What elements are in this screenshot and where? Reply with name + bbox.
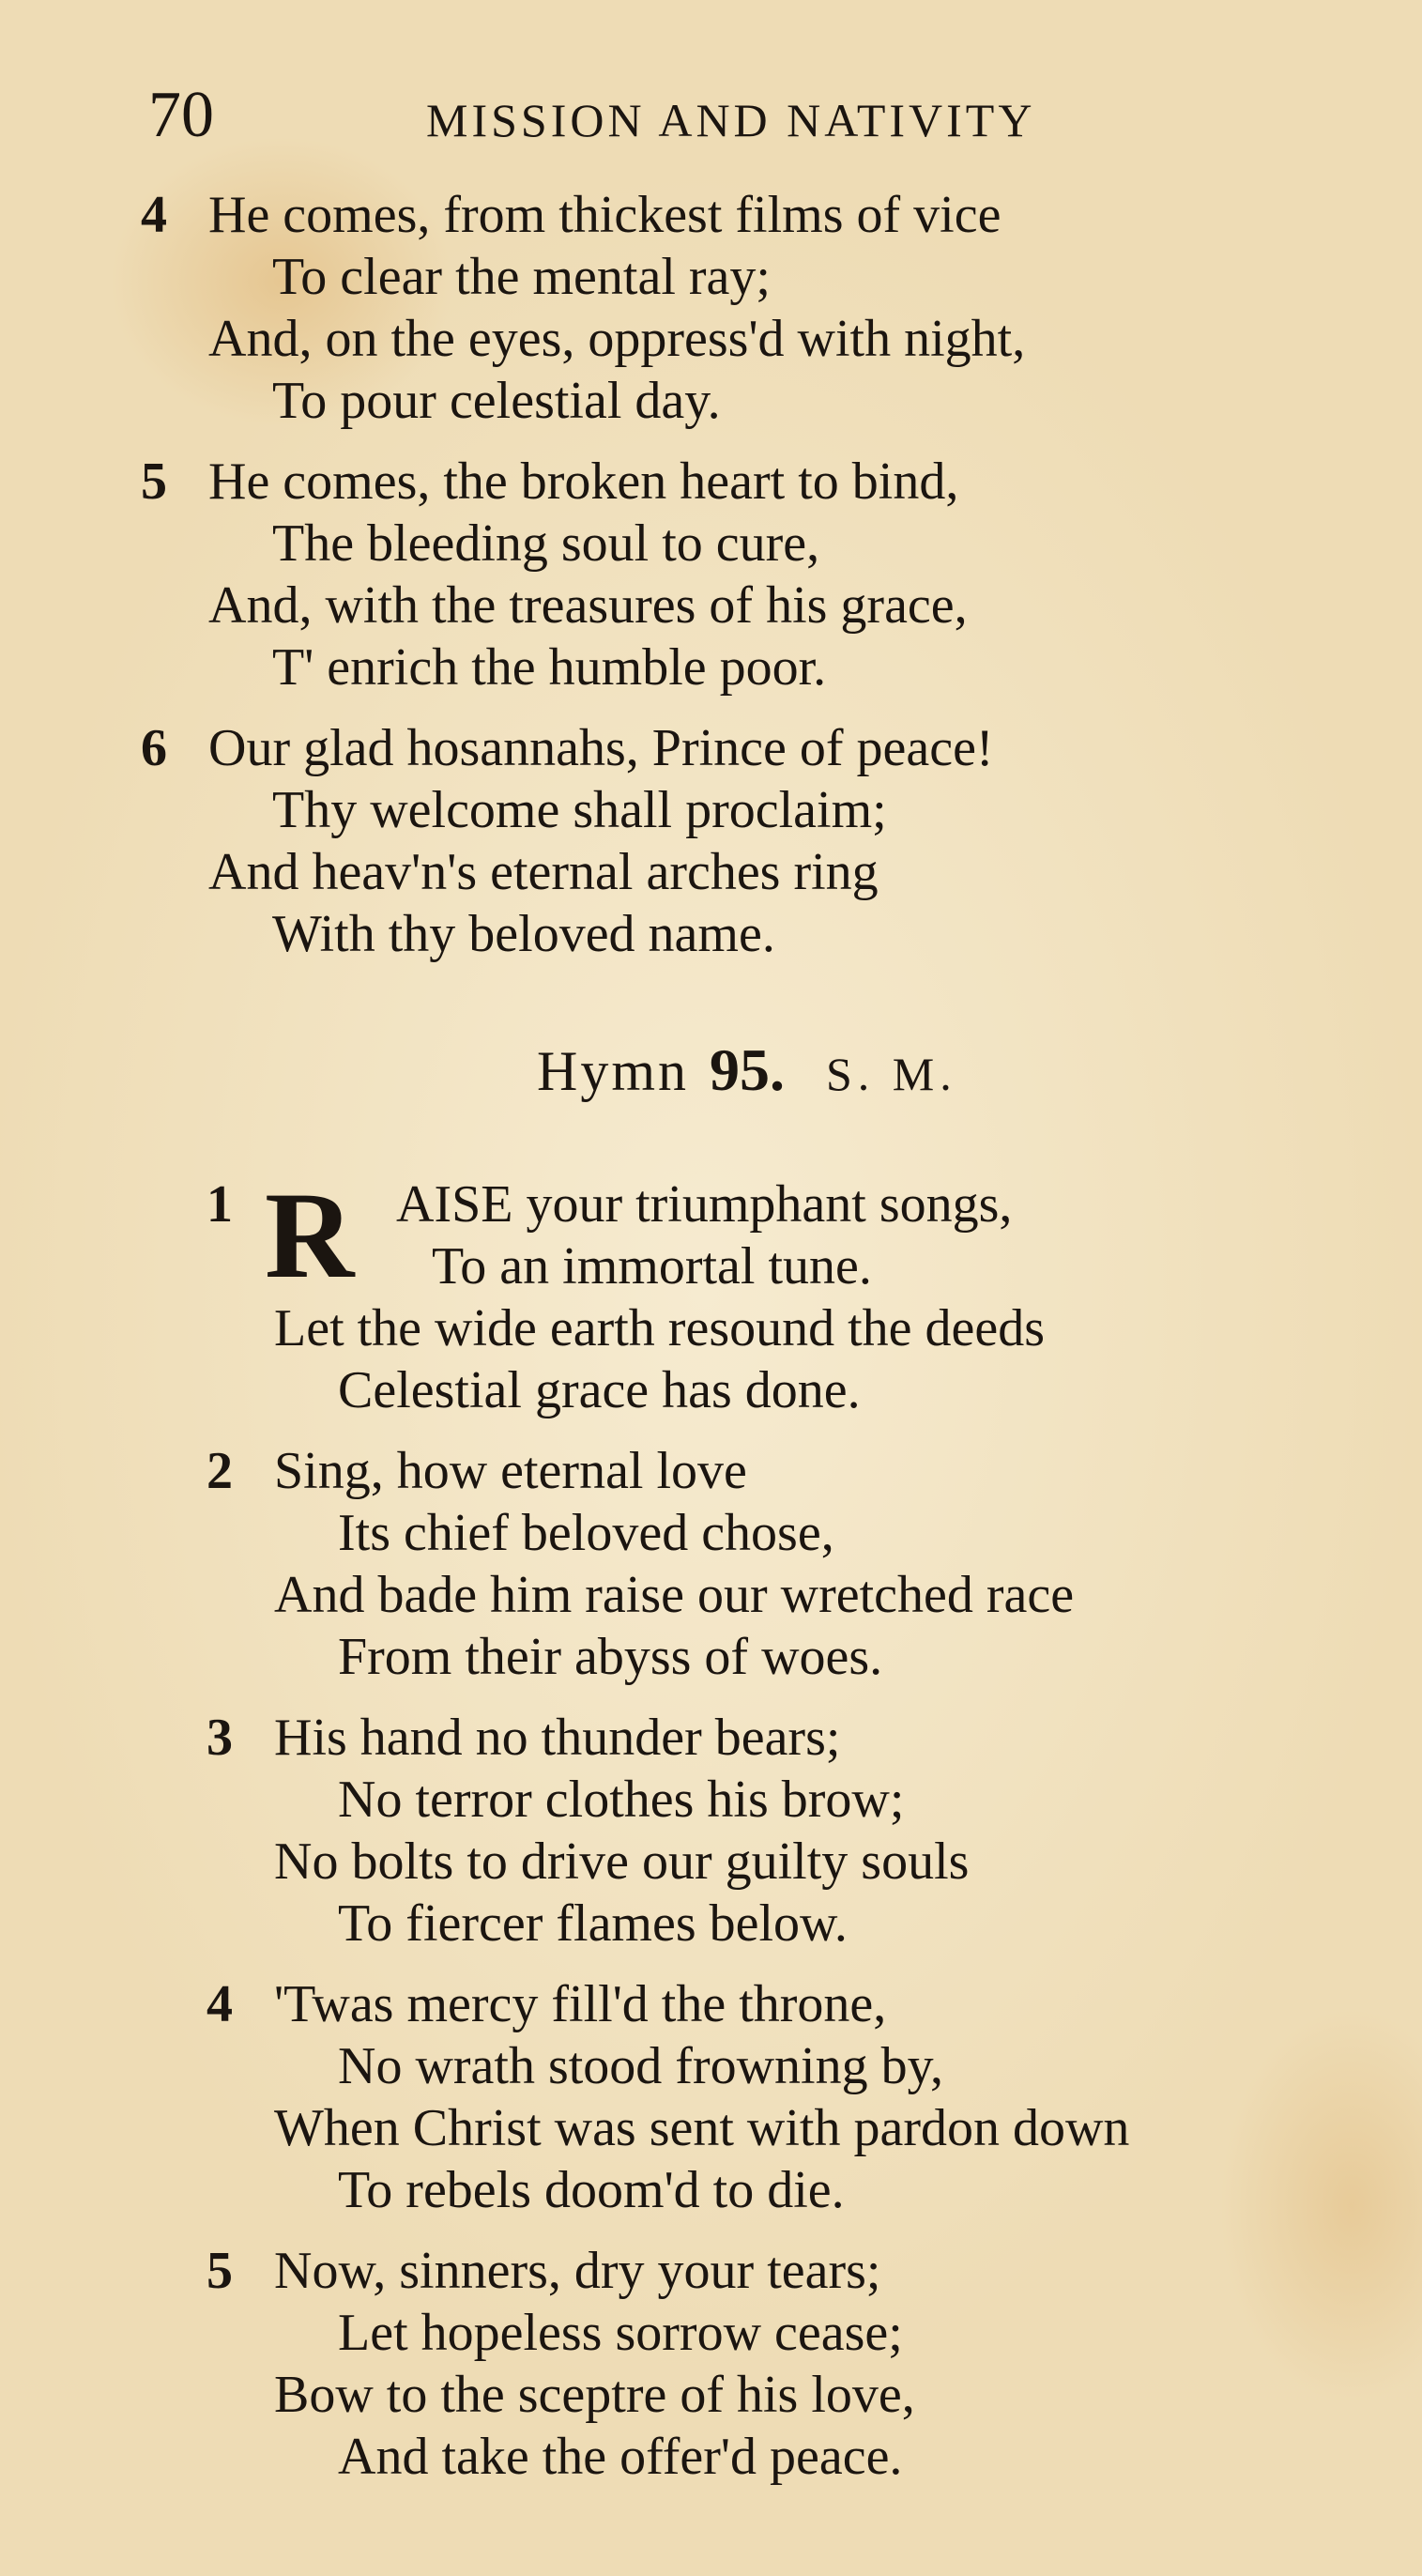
- verse-line: With thy beloved name.: [272, 905, 775, 963]
- verse-line: To fiercer flames below.: [338, 1894, 848, 1953]
- verse-line: His hand no thunder bears;: [274, 1709, 841, 1767]
- verse-line: No wrath stood frowning by,: [338, 2037, 943, 2095]
- verse-line: To clear the mental ray;: [272, 248, 771, 306]
- verse-line: And, on the eyes, oppress'd with night,: [208, 310, 1026, 368]
- verse-line: T' enrich the humble poor.: [272, 638, 827, 697]
- stanza-number: 2: [206, 1442, 233, 1500]
- verse-line: Let the wide earth resound the deeds: [274, 1299, 1046, 1357]
- running-title: MISSION AND NATIVITY: [426, 94, 1036, 146]
- hymn-heading: [537, 1033, 1194, 1108]
- verse-line: Celestial grace has done.: [338, 1361, 861, 1419]
- verse-line: Sing, how eternal love: [274, 1442, 747, 1500]
- stanza-5: [206, 2240, 1422, 2488]
- verse-line: No terror clothes his brow;: [338, 1771, 905, 1829]
- verse-line: And heav'n's eternal arches ring: [208, 843, 879, 901]
- drop-cap: R: [265, 1166, 355, 1304]
- continued-hymn: [141, 184, 1422, 984]
- stanza-6: [141, 717, 1422, 965]
- hymn-number: 95.: [710, 1036, 785, 1103]
- stanza-4: [206, 1973, 1422, 2221]
- verse-line: And, with the treasures of his grace,: [208, 576, 968, 635]
- stanza-1: [206, 1166, 1422, 1421]
- verse-line: Its chief beloved chose,: [338, 1504, 834, 1562]
- verse-line: Thy welcome shall proclaim;: [272, 781, 887, 839]
- stanza-number: 4: [141, 186, 167, 244]
- verse-line: Let hopeless sorrow cease;: [338, 2304, 903, 2362]
- stanza-4: [141, 184, 1422, 432]
- stanza-number: 5: [206, 2242, 233, 2300]
- stanza-number: 3: [206, 1709, 233, 1767]
- page-number: 70: [148, 79, 214, 151]
- stanza-number: 5: [141, 452, 167, 511]
- stanza-number: 4: [206, 1975, 233, 2033]
- stanza-3: [206, 1707, 1422, 1955]
- verse-line: And take the offer'd peace.: [338, 2428, 903, 2486]
- verse-line: 'Twas mercy fill'd the throne,: [274, 1975, 887, 2033]
- verse-line: He comes, the broken heart to bind,: [208, 452, 959, 511]
- verse-line: When Christ was sent with pardon down: [274, 2099, 1130, 2157]
- verse-line: From their abyss of woes.: [338, 1628, 883, 1686]
- stanza-2: [206, 1440, 1422, 1688]
- verse-line: The bleeding soul to cure,: [272, 514, 820, 573]
- stanza-number: 6: [141, 719, 167, 777]
- verse-line: No bolts to drive our guilty souls: [274, 1832, 970, 1891]
- stanza-5: [141, 451, 1422, 698]
- hymn-title-word: Hymn: [537, 1040, 689, 1102]
- verse-line: To an immortal tune.: [432, 1237, 872, 1296]
- verse-line: Our glad hosannahs, Prince of peace!: [208, 719, 994, 777]
- hymn-body: [206, 1166, 1422, 2507]
- stanza-number: 1: [206, 1175, 233, 1234]
- hymn-meter: S. M.: [826, 1048, 957, 1100]
- page-header: [148, 79, 1275, 151]
- verse-line: And bade him raise our wretched race: [274, 1566, 1075, 1624]
- verse-line: To pour celestial day.: [272, 372, 721, 430]
- verse-line: Bow to the sceptre of his love,: [274, 2366, 915, 2424]
- verse-line: Now, sinners, dry your tears;: [274, 2242, 881, 2300]
- verse-line: To rebels doom'd to die.: [338, 2161, 845, 2219]
- verse-line: AISE your triumphant songs,: [396, 1175, 1013, 1234]
- verse-line: He comes, from thickest films of vice: [208, 186, 1002, 244]
